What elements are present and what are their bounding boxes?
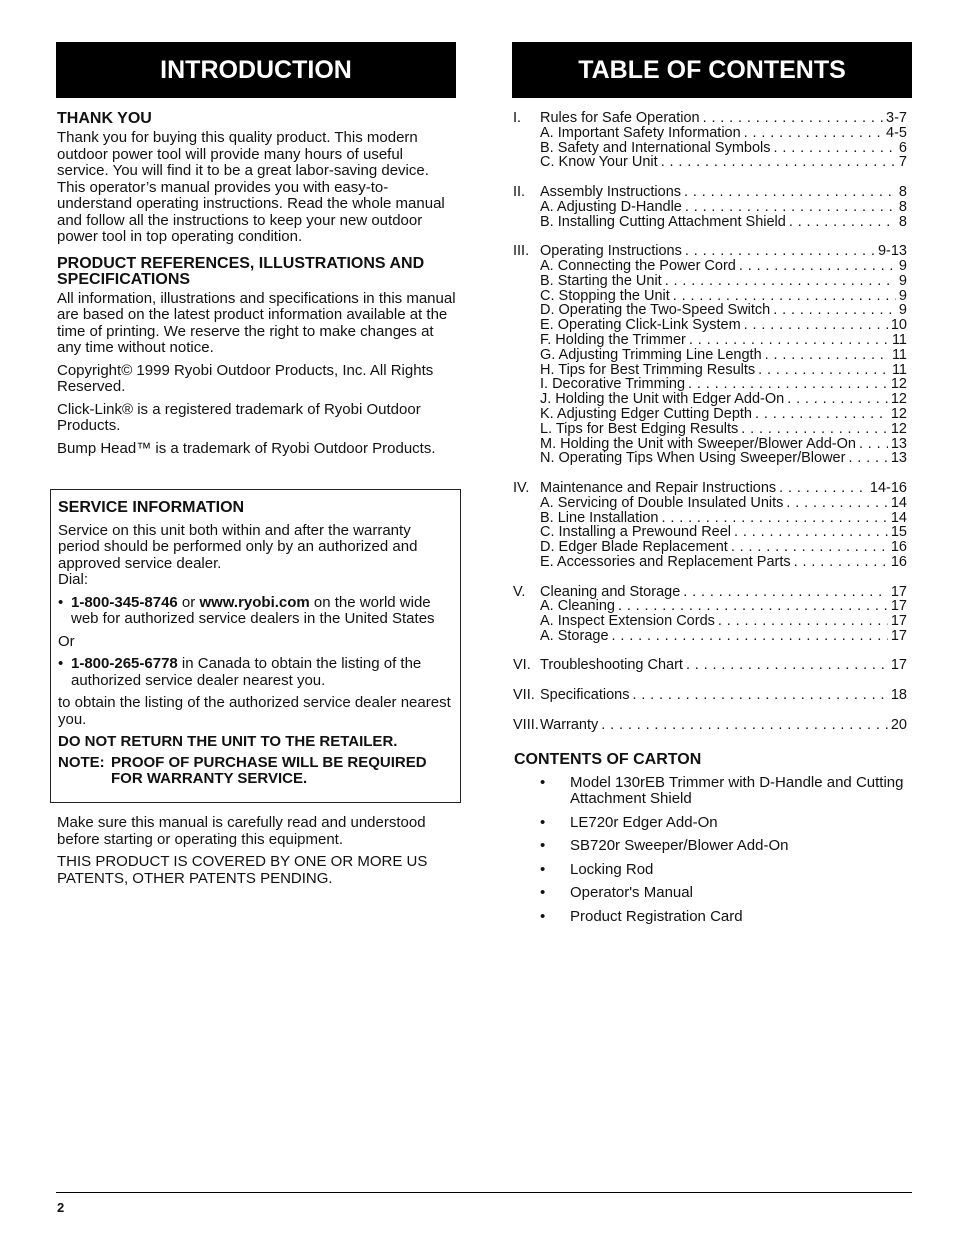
toc-entry <box>513 688 907 703</box>
toc-page: 13 <box>890 435 907 452</box>
toc-section <box>513 111 907 170</box>
toc-page: 15 <box>890 524 907 541</box>
toc-title: B. Safety and International Symbols <box>540 139 771 156</box>
toc-title: Specifications <box>540 687 630 704</box>
toc-number <box>513 629 540 644</box>
copyright-text: Copyright© 1999 Ryobi Outdoor Products, Inc. All Rights Reserved. <box>57 361 434 395</box>
toc-subentry <box>513 155 907 170</box>
dial-label: Dial: <box>58 571 89 588</box>
toc-page: 13 <box>890 450 907 467</box>
toc-number: IV. <box>513 479 530 496</box>
toc-leader-dots <box>665 274 896 289</box>
note-label: NOTE: <box>58 753 105 771</box>
toc-number <box>513 126 540 141</box>
toc-page: 12 <box>890 405 907 422</box>
toc-leader-dots <box>686 658 888 673</box>
toc-title: C. Installing a Prewound Reel <box>540 524 732 541</box>
toc-leader-dots <box>673 289 896 304</box>
toc-subentry <box>513 141 907 156</box>
toc-page: 20 <box>890 716 907 733</box>
toc-number: VI. <box>513 657 531 674</box>
toc-subentry <box>513 126 907 141</box>
toc-leader-dots <box>685 244 875 259</box>
toc-number <box>513 333 540 348</box>
toc-number <box>513 451 540 466</box>
toc-page: 8 <box>898 213 907 230</box>
us-phone-number: 1-800-345-8746 <box>71 593 178 611</box>
note-text: PROOF OF PURCHASE WILL BE REQUIRED FOR WARRANTY SERVICE. <box>111 753 427 787</box>
carton-list <box>514 775 908 926</box>
toc-title: Rules for Safe Operation <box>540 110 700 126</box>
toc-number <box>513 555 540 570</box>
bullet-icon: • <box>58 593 64 611</box>
toc-leader-dots <box>779 481 867 496</box>
toc-leader-dots <box>744 318 888 333</box>
toc-section <box>513 244 907 466</box>
toc-number <box>513 274 540 289</box>
thank-you-text: Thank you for buying this quality product. This modern outdoor power tool will provide many hours of useful service. You will find it to be a great labor-saving device. This operator’s manual provides you with easy-to-understand operating instructions. Read the whole manual and follow all the instructions to keep your new outdoor power tool in top operating condition. <box>57 129 445 245</box>
toc-number <box>513 392 540 407</box>
toc-leader-dots <box>731 540 888 555</box>
toc-page: 7 <box>898 154 907 171</box>
toc-title: L. Tips for Best Edging Results <box>540 420 739 437</box>
toc-page: 12 <box>890 391 907 408</box>
toc-section <box>513 658 907 673</box>
warranty-note <box>58 755 453 788</box>
bullet-icon: • <box>540 884 546 901</box>
toc-title: I. Decorative Trimming <box>540 376 686 393</box>
carton-item-text: Locking Rod <box>570 860 654 878</box>
toc-leader-dots <box>618 599 888 614</box>
toc-leader-dots <box>739 259 896 274</box>
toc-number: V. <box>513 583 526 600</box>
toc-leader-dots <box>612 629 888 644</box>
or-label: Or <box>58 632 75 650</box>
toc-page: 8 <box>898 183 907 200</box>
toc-page: 11 <box>891 361 907 378</box>
toc-number <box>513 496 540 511</box>
carton-item <box>514 815 908 832</box>
toc-subentry <box>513 407 907 422</box>
toc-title: B. Installing Cutting Attachment Shield <box>540 213 786 230</box>
toc-title: Maintenance and Repair Instructions <box>540 479 777 496</box>
toc-page: 9 <box>898 302 907 319</box>
canada-phone-number: 1-800-265-6778 <box>71 655 178 672</box>
toc-subentry <box>513 614 907 629</box>
toc-leader-dots <box>774 141 896 156</box>
toc-subentry <box>513 289 907 304</box>
toc-page: 18 <box>890 687 907 704</box>
toc-page: 14-16 <box>869 479 907 496</box>
closing-notes <box>57 815 457 893</box>
toc-page: 17 <box>890 613 907 630</box>
toc-number <box>513 200 540 215</box>
toc-title: Troubleshooting Chart <box>540 657 683 674</box>
toc-subentry <box>513 363 907 378</box>
toc-page: 9 <box>898 272 907 289</box>
toc-page: 3-7 <box>886 110 907 126</box>
bump-head-trademark: Bump Head™ is a trademark of Ryobi Outdoor Products. <box>57 439 436 457</box>
toc-page: 9-13 <box>877 243 907 260</box>
toc-number <box>513 540 540 555</box>
toc-page: 11 <box>891 331 907 348</box>
toc-number <box>513 525 540 540</box>
bullet-icon: • <box>540 860 546 878</box>
toc-subentry <box>513 555 907 570</box>
toc-number <box>513 437 540 452</box>
carton-item-text: Operator's Manual <box>570 884 693 901</box>
toc-number <box>513 348 540 363</box>
toc-subentry <box>513 215 907 230</box>
toc-title: C. Know Your Unit <box>540 154 658 171</box>
toc-leader-dots <box>601 718 888 733</box>
toc-page: 12 <box>890 376 907 393</box>
carton-item <box>514 862 908 879</box>
canada-bullet-rest: in Canada to obtain the listing of the authorized service dealer nearest you. <box>71 655 422 689</box>
do-not-return-warning: DO NOT RETURN THE UNIT TO THE RETAILER. <box>58 733 398 750</box>
toc-title: A. Storage <box>540 627 609 644</box>
toc-page: 14 <box>890 494 907 511</box>
toc-number: I. <box>513 110 522 126</box>
toc-number <box>513 511 540 526</box>
toc-page: 17 <box>890 583 907 600</box>
toc-section <box>513 688 907 703</box>
toc-number <box>513 289 540 304</box>
toc-title: G. Adjusting Trimming Line Length <box>540 346 762 363</box>
toc-section <box>513 718 907 733</box>
toc-page: 14 <box>890 509 907 526</box>
toc-title: B. Starting the Unit <box>540 272 662 289</box>
or-text: or <box>177 593 200 611</box>
toc-entry <box>513 185 907 200</box>
toc-number <box>513 318 540 333</box>
introduction-banner: INTRODUCTION <box>56 42 456 98</box>
toc-page: 16 <box>890 539 907 556</box>
toc-leader-dots <box>773 303 896 318</box>
toc-title: Assembly Instructions <box>540 183 682 200</box>
toc-title: N. Operating Tips When Using Sweeper/Blower <box>540 450 846 467</box>
service-bullet-canada-text <box>71 656 453 689</box>
toc-subentry <box>513 540 907 555</box>
toc-page: 16 <box>890 553 907 570</box>
toc-subentry <box>513 259 907 274</box>
toc-subentry <box>513 599 907 614</box>
introduction-column <box>57 111 457 463</box>
toc-leader-dots <box>683 585 888 600</box>
toc-title: M. Holding the Unit with Sweeper/Blower Add-On <box>540 435 856 452</box>
product-references-heading: PRODUCT REFERENCES, ILLUSTRATIONS AND SPECIFICATIONS <box>57 254 425 288</box>
carton-item <box>514 838 908 855</box>
toc-title: H. Tips for Best Trimming Results <box>540 361 756 378</box>
toc-subentry <box>513 303 907 318</box>
us-bullet-rest: on the world wide web for authorized service dealers in the United States <box>71 593 435 627</box>
toc-leader-dots <box>765 348 889 363</box>
toc-page: 10 <box>890 317 907 334</box>
product-references-text: All information, illustrations and specifications in this manual are based on the latest product information available at the time of printing. We reserve the right to make changes at any time without notice. <box>57 289 456 356</box>
contents-of-carton-heading: CONTENTS OF CARTON <box>514 751 702 768</box>
toc-title: A. Adjusting D-Handle <box>540 198 682 215</box>
toc-number <box>513 259 540 274</box>
toc-title: Cleaning and Storage <box>540 583 681 600</box>
toc-leader-dots <box>859 437 888 452</box>
carton-item <box>514 885 908 902</box>
toc-title: A. Cleaning <box>540 598 615 615</box>
carton-item-text: SB720r Sweeper/Blower Add-On <box>570 837 789 854</box>
toc-number <box>513 215 540 230</box>
toc-subentry <box>513 200 907 215</box>
toc-leader-dots <box>703 111 883 126</box>
bullet-icon: • <box>540 813 546 831</box>
toc-title: E. Accessories and Replacement Parts <box>540 553 791 570</box>
thank-you-heading: THANK YOU <box>57 110 152 127</box>
toc-section <box>513 185 907 229</box>
contents-of-carton <box>514 752 908 932</box>
toc-page: 11 <box>891 346 907 363</box>
toc-leader-dots <box>688 377 888 392</box>
toc-leader-dots <box>684 185 896 200</box>
toc-entry <box>513 481 907 496</box>
carton-item <box>514 775 908 808</box>
toc-title: A. Connecting the Power Cord <box>540 257 736 274</box>
toc-number: VIII. <box>513 716 539 733</box>
toc-page: 17 <box>890 627 907 644</box>
toc-number <box>513 407 540 422</box>
toc-subentry <box>513 377 907 392</box>
toc-title: D. Operating the Two-Speed Switch <box>540 302 771 319</box>
toc-title: C. Stopping the Unit <box>540 287 670 304</box>
toc-title: A. Inspect Extension Cords <box>540 613 715 630</box>
toc-subentry <box>513 511 907 526</box>
toc-entry <box>513 718 907 733</box>
toc-entry <box>513 244 907 259</box>
toc-entry <box>513 585 907 600</box>
toc-page: 12 <box>890 420 907 437</box>
toc-leader-dots <box>689 333 889 348</box>
toc-number <box>513 614 540 629</box>
toc-leader-dots <box>786 496 887 511</box>
toc-title: F. Holding the Trimmer <box>540 331 686 348</box>
toc-page: 9 <box>898 287 907 304</box>
toc-title: Warranty <box>540 716 599 733</box>
toc-leader-dots <box>632 688 887 703</box>
toc-leader-dots <box>789 215 896 230</box>
toc-number <box>513 155 540 170</box>
carton-item-text: Model 130rEB Trimmer with D-Handle and Cutting Attachment Shield <box>570 773 904 807</box>
toc-subentry <box>513 392 907 407</box>
toc-number <box>513 422 540 437</box>
patents-text: THIS PRODUCT IS COVERED BY ONE OR MORE US PATENTS, OTHER PATENTS PENDING. <box>57 853 428 887</box>
service-listing-text: to obtain the listing of the authorized service dealer nearest you. <box>58 694 451 728</box>
service-information-box <box>50 489 461 803</box>
bullet-icon: • <box>540 907 546 925</box>
toc-subentry <box>513 318 907 333</box>
carton-item-text: LE720r Edger Add-On <box>570 813 718 831</box>
toc-leader-dots <box>794 555 888 570</box>
toc-leader-dots <box>787 392 888 407</box>
toc-leader-dots <box>718 614 888 629</box>
toc-title: K. Adjusting Edger Cutting Depth <box>540 405 752 422</box>
service-bullet-canada <box>58 656 453 689</box>
toc-title: J. Holding the Unit with Edger Add-On <box>540 391 785 408</box>
toc-leader-dots <box>741 422 888 437</box>
service-bullet-us-text <box>71 595 453 628</box>
toc-leader-dots <box>734 525 888 540</box>
toc-leader-dots <box>848 451 887 466</box>
toc-page: 6 <box>898 139 907 156</box>
service-text: Service on this unit both within and after the warranty period should be performed only by an authorized and approved service dealer. <box>58 521 418 572</box>
toc-number: VII. <box>513 687 535 704</box>
table-of-contents <box>513 111 907 747</box>
footer-rule <box>56 1192 912 1193</box>
toc-section <box>513 585 907 644</box>
toc-page: 9 <box>898 257 907 274</box>
toc-number <box>513 377 540 392</box>
toc-number <box>513 141 540 156</box>
toc-leader-dots <box>685 200 896 215</box>
toc-subentry <box>513 348 907 363</box>
carton-item-text: Product Registration Card <box>570 907 743 925</box>
toc-page: 17 <box>890 657 907 674</box>
toc-page: 8 <box>898 198 907 215</box>
toc-subentry <box>513 525 907 540</box>
page-number: 2 <box>57 1200 65 1215</box>
toc-number <box>513 363 540 378</box>
bullet-icon: • <box>540 837 546 854</box>
toc-section <box>513 481 907 570</box>
bullet-icon: • <box>58 655 64 672</box>
toc-leader-dots <box>758 363 889 378</box>
bullet-icon: • <box>540 773 546 791</box>
toc-number <box>513 303 540 318</box>
toc-number: II. <box>513 183 526 200</box>
toc-subentry <box>513 496 907 511</box>
toc-leader-dots <box>661 155 896 170</box>
toc-subentry <box>513 274 907 289</box>
toc-leader-dots <box>744 126 883 141</box>
table-of-contents-banner: TABLE OF CONTENTS <box>512 42 912 98</box>
toc-leader-dots <box>755 407 888 422</box>
toc-page: 17 <box>890 598 907 615</box>
read-manual-text: Make sure this manual is carefully read and understood before starting or operating this equipment. <box>57 814 426 848</box>
toc-leader-dots <box>662 511 888 526</box>
service-bullet-us <box>58 595 453 628</box>
toc-page: 4-5 <box>886 124 907 141</box>
toc-subentry <box>513 437 907 452</box>
toc-title: D. Edger Blade Replacement <box>540 539 728 556</box>
toc-number: III. <box>513 243 530 260</box>
toc-title: A. Important Safety Information <box>540 124 741 141</box>
toc-number <box>513 599 540 614</box>
click-link-trademark: Click-Link® is a registered trademark of Ryobi Outdoor Products. <box>57 400 421 434</box>
carton-item <box>514 909 908 926</box>
toc-subentry <box>513 451 907 466</box>
toc-subentry <box>513 629 907 644</box>
toc-title: E. Operating Click-Link System <box>540 317 741 334</box>
toc-title: B. Line Installation <box>540 509 659 526</box>
toc-subentry <box>513 333 907 348</box>
toc-entry <box>513 658 907 673</box>
toc-title: Operating Instructions <box>540 243 682 260</box>
toc-title: A. Servicing of Double Insulated Units <box>540 494 784 511</box>
service-information-heading: SERVICE INFORMATION <box>58 499 245 516</box>
toc-subentry <box>513 422 907 437</box>
ryobi-website-link[interactable]: www.ryobi.com <box>199 593 310 611</box>
toc-entry <box>513 111 907 126</box>
